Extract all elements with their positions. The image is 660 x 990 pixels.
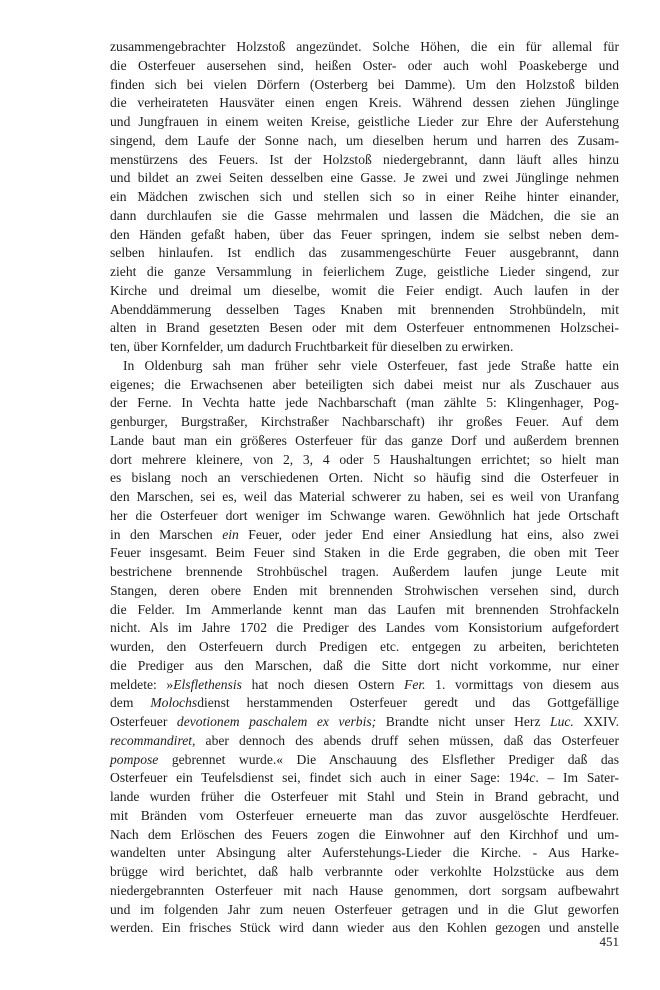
text-run: bestrichene brennende Strohbüschel tragen. Außerdem laufen junge Leute mit — [110, 564, 619, 579]
text-line — [110, 76, 619, 95]
text-run: Feuer, oder jeder End einer Ansiedlung hat eins, also zwei — [238, 526, 619, 542]
text-line — [110, 38, 619, 57]
text-line — [110, 301, 619, 320]
text-line — [110, 844, 619, 863]
text-run: XXIV. — [573, 714, 620, 729]
text-run: menstürzens des Feuers. Ist der Holzstoß niedergebrannt, dann läuft alles hinzu — [110, 151, 619, 167]
text-run: Kirche und dreimal um dieselbe, womit die Feier endigt. Auch laufen in der — [110, 282, 619, 298]
text-run: singend, dem Laufe der Sonne nach, um dieselben herum und harren des Zusam- — [110, 132, 619, 148]
text-run: alten in Brand gesetzten Besen oder mit dem Osterfeuer entnommenen Holzschei- — [110, 320, 619, 336]
text-run: die Prediger aus den Marschen, daß die Sitte dort nicht vorkomme, nur einer — [110, 657, 619, 673]
text-run: dann durchlaufen sie die Gasse mehrmalen und lassen die Mädchen, die sie an — [110, 207, 619, 223]
text-run: Lande baut man ein größeres Osterfeuer für das ganze Dorf und außerdem brennen — [110, 432, 619, 448]
text-run: Feuer insgesamt. Beim Feuer sind Staken in die Erde gegraben, die oben mit Teer — [110, 545, 619, 561]
italic-text: c — [529, 770, 536, 786]
text-run: dienst herstammenden Osterfeuer geredt und das Gottgefällige — [197, 695, 619, 711]
text-line — [110, 394, 619, 413]
text-run: Osterfeuer ein Teufelsdienst sei, findet sich auch in einer Sage: 194 — [110, 770, 530, 786]
text-line — [110, 769, 619, 788]
page-body — [110, 38, 619, 938]
italic-text: Fer. — [404, 676, 426, 692]
text-run: wurden, den Osterfeuern durch Predigen etc. entgegen zu arbeiten, berichteten — [110, 639, 619, 654]
text-line — [110, 57, 619, 76]
text-line — [110, 544, 619, 563]
text-line — [110, 882, 619, 901]
text-run: hat noch diesen Ostern — [241, 676, 405, 692]
text-line — [110, 638, 619, 657]
text-run: 1. vormittags von diesem aus — [425, 676, 619, 692]
text-line — [110, 188, 619, 207]
text-run: niedergebrannten Osterfeuer mit nach Hause genommen, dort sorgsam aufbewahrt — [110, 882, 619, 898]
text-line — [110, 563, 619, 582]
text-line — [110, 919, 619, 938]
paragraph — [110, 357, 619, 938]
text-line — [110, 788, 619, 807]
text-run: den Marschen, sei es, weil das Material schwerer zu haben, sei es weil von Uranfang — [110, 489, 619, 504]
text-line — [110, 151, 619, 170]
italic-text: Molochs — [150, 695, 198, 711]
text-run: ten, über Kornfelder, um dadurch Fruchtbarkeit für dieselben zu erwirken. — [110, 339, 514, 354]
text-line — [110, 676, 619, 695]
text-run: aber dennoch des abends druff sehen müssen, daß das Osterfeuer — [195, 732, 619, 748]
text-run: zusammengebrachter Holzstoß angezündet. Solche Höhen, die ein für allemal für — [110, 39, 619, 54]
text-run: dort mehrere kleinere, von 2, 3, 4 oder 5 Haushaltungen errichtet; so hielt man — [110, 451, 619, 467]
text-run: und bildet an zwei Seiten desselben eine Gasse. Je zwei und zwei Jünglinge nehmen — [110, 170, 619, 186]
text-line — [110, 207, 619, 226]
text-line — [110, 507, 619, 526]
text-line — [110, 488, 619, 507]
text-run: meldete: » — [110, 676, 174, 692]
text-run: gebrennet wurde.« Die Anschauung des Elsflether Prediger daß das — [158, 751, 619, 767]
text-run: die verheirateten Hausväter einen engen Kreis. Während dessen ziehen Jünglinge — [110, 95, 619, 111]
text-run: wandelten unter Absingung alter Auferstehungs-Lieder die Kirche. - Aus Harke- — [110, 845, 619, 861]
text-run: den Händen gefaßt haben, über das Feuer springen, indem sie selbst neben dem- — [110, 226, 619, 242]
text-run: in den Marschen — [110, 526, 223, 542]
text-line — [110, 863, 619, 882]
text-line — [110, 132, 619, 151]
text-run: die Felder. Im Ammerlande kennt man das Laufen mit brennenden Strohfackeln — [110, 601, 619, 617]
text-run: Abenddämmerung desselben Tages Knaben mit brennenden Strohbündeln, mit — [110, 301, 619, 317]
text-line — [110, 376, 619, 395]
text-line — [110, 526, 619, 545]
text-line — [110, 469, 619, 488]
italic-text: Elsflethensis — [173, 676, 242, 692]
italic-text: recommandiret, — [110, 732, 196, 748]
text-line — [110, 751, 619, 770]
text-line — [110, 169, 619, 188]
text-line — [110, 113, 619, 132]
text-run: her die Osterfeuer dort weniger im Schwange waren. Gewöhnlich hat jede Ortschaft — [110, 507, 619, 523]
text-line — [110, 807, 619, 826]
text-run: und im folgenden Jahr zum neuen Osterfeuer getragen und in die Glut geworfen — [110, 901, 619, 917]
text-line — [110, 94, 619, 113]
text-run: ein Mädchen zwischen sich und stellen sich so in einer Reihe hinter einander, — [110, 189, 619, 204]
text-line — [110, 263, 619, 282]
text-run: nicht. Als im Jahre 1702 die Prediger des Landes vom Konsistorium aufgefordert — [110, 620, 619, 636]
text-run: zieht die ganze Versammlung in feierlichem Zuge, geistliche Lieder singend, zur — [110, 264, 619, 279]
text-run: eigenes; die Erwachsenen aber beteiligten sich dabei meist nur als Zuschauer aus — [110, 376, 619, 392]
text-run: lande wurden früher die Osterfeuer mit Stahl und Stein in Brand gebracht, und — [110, 789, 619, 804]
text-run: finden sich bei vielen Dörfern (Osterberg bei Damme). Um den Holzstoß bilden — [110, 76, 619, 92]
text-run: Brandte nicht unser Herz — [376, 714, 551, 729]
text-line — [110, 319, 619, 338]
text-run: genburger, Burgstraßer, Kirchstraßer Nachbarschaft) ihr großes Feuer. Auf dem — [110, 414, 619, 429]
text-line — [110, 901, 619, 920]
text-run: Nach dem Erlöschen des Feuers zogen die Einwohner auf den Kirchhof und um- — [110, 826, 619, 842]
text-run: Stangen, deren obere Enden mit brennenden Strohwischen versehen sind, durch — [110, 582, 619, 598]
text-line — [110, 413, 619, 432]
text-run: die Osterfeuer ausersehen sind, heißen Oster- oder auch wohl Poaskeberge und — [110, 57, 619, 73]
text-run: . – Im Sater- — [535, 770, 619, 786]
italic-text: ein — [222, 526, 239, 542]
text-run: brügge wird berichtet, daß halb verbrannte oder verkohlte Holzstücke aus dem — [110, 864, 619, 879]
italic-text: pompose — [110, 751, 159, 767]
italic-text: devotionem paschalem ex verbis; — [176, 714, 377, 729]
text-line — [110, 601, 619, 620]
text-line — [110, 713, 619, 732]
text-line — [110, 582, 619, 601]
text-line — [110, 451, 619, 470]
text-line — [110, 282, 619, 301]
text-line — [110, 338, 619, 357]
page-number: 451 — [599, 934, 619, 949]
text-run: In Oldenburg sah man früher sehr viele Osterfeuer, fast jede Straße hatte ein — [123, 357, 619, 373]
text-line — [110, 432, 619, 451]
text-line — [110, 694, 619, 713]
paragraph — [110, 38, 619, 357]
text-line — [110, 826, 619, 845]
text-line — [110, 619, 619, 638]
text-line — [110, 357, 619, 376]
text-run: Osterfeuer — [110, 714, 177, 729]
text-run: der Ferne. In Vechta hatte jede Nachbarschaft (man zählte 5: Klingenhager, Pog- — [110, 395, 619, 411]
text-line — [110, 244, 619, 263]
text-line — [110, 657, 619, 676]
text-run: und Jungfrauen in einem weiten Kreise, geistliche Lieder zur Ehre der Auferstehung — [110, 114, 619, 129]
text-line — [110, 732, 619, 751]
text-line — [110, 226, 619, 245]
text-run: dem — [110, 695, 151, 711]
text-run: selben hinlaufen. Ist endlich das zusammengeschürte Feuer ausgebrannt, dann — [110, 245, 619, 261]
text-run: mit Bränden vom Osterfeuer erneuerte man das zuvor ausgelöschte Herdfeuer. — [110, 807, 619, 823]
text-run: werden. Ein frisches Stück wird dann wieder aus den Kohlen gezogen und anstelle — [110, 920, 619, 936]
italic-text: Luc. — [550, 714, 574, 729]
text-run: es bislang noch an verschiedenen Orten. Nicht so häufig sind die Osterfeuer in — [110, 470, 619, 486]
